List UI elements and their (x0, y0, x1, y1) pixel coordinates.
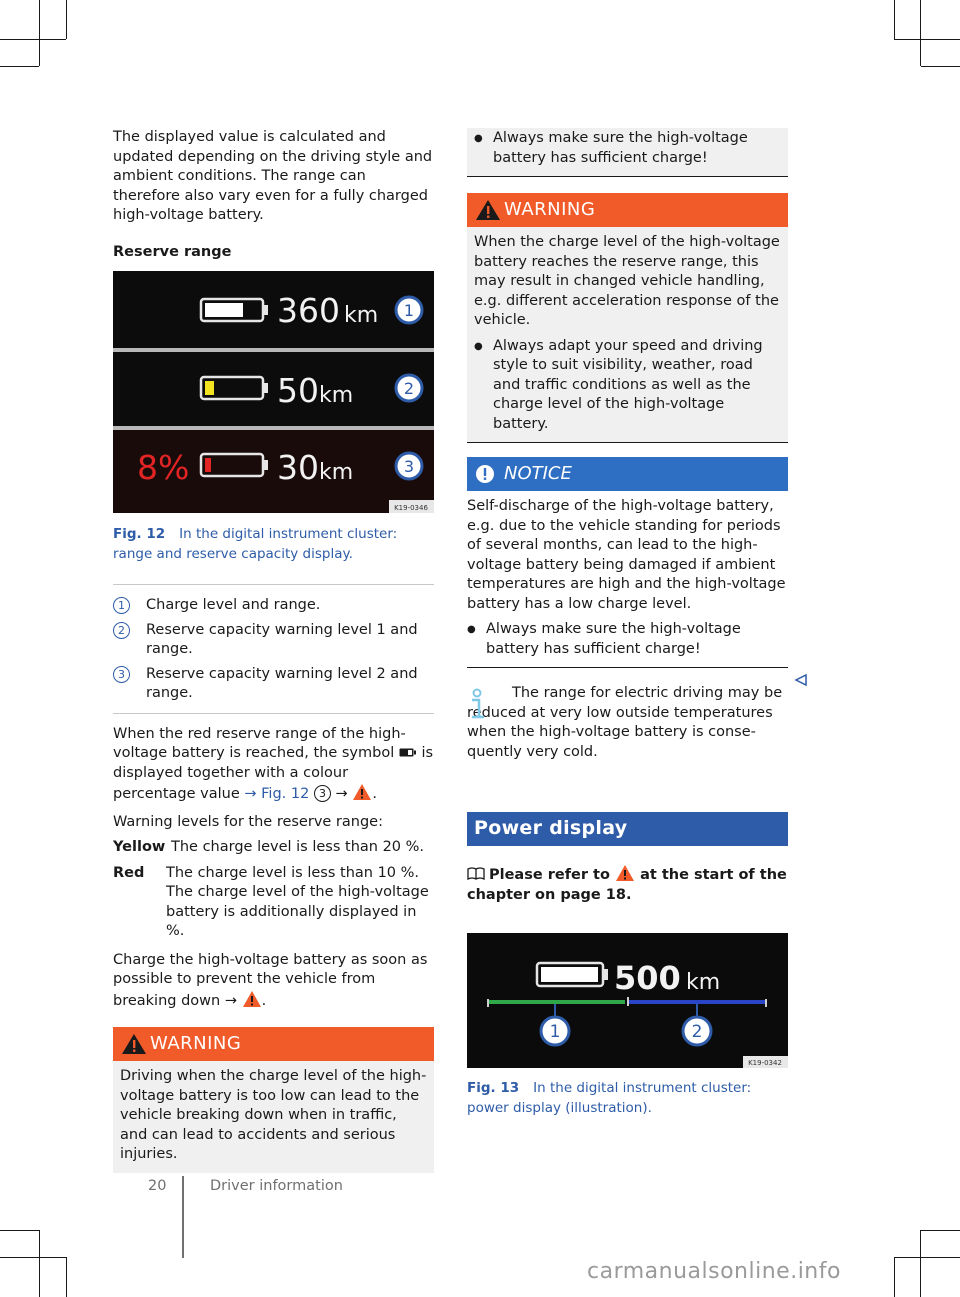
fig12-unit-3: km (319, 460, 354, 485)
warning-box-right (467, 193, 788, 443)
fig13-range: 500 (614, 959, 681, 997)
fig13-badge-2: 2 (691, 1022, 703, 1042)
fig12-range-1: 360 (277, 291, 340, 330)
warning-levels-intro: Warning levels for the reserve range: (113, 813, 383, 830)
warning-title: WARNING (150, 1033, 242, 1055)
arrow: → (244, 786, 257, 802)
fig12-caption (113, 525, 434, 564)
fig12-caption-text: In the digital instrument cluster: range and reserve capacity display. (113, 526, 398, 562)
warning-body (113, 1061, 434, 1173)
fig12-range-3: 30 (277, 448, 319, 487)
fig12-caption-number: Fig. 12 (113, 526, 166, 542)
intro-paragraph: The displayed value is calculated and updated depending on the driving style and ambient conditions. The range can therefore also vary even for a fully charged high-voltage battery. (113, 129, 433, 223)
warning-header (113, 1027, 434, 1061)
warning-title: WARNING (504, 199, 596, 221)
fig12-percent-3: 8% (137, 448, 190, 487)
charge-paragraph: Charge the high-voltage battery as soon as possible to prevent the vehicle from breaking down → . (113, 951, 428, 1009)
legend-item (113, 596, 434, 616)
warning-text: When the charge level of the high-voltage battery reaches the reserve range, this may result in changed vehicle handling, e.g. different acceleration response of the vehicle. (474, 234, 780, 328)
legend-number: 3 (113, 666, 130, 683)
notice-title: NOTICE (504, 463, 572, 485)
notice-box (467, 457, 788, 668)
yellow-level-row (113, 838, 434, 858)
bullet-item (474, 129, 781, 168)
notice-exclamation-icon (475, 464, 495, 484)
section-title: Power display (467, 812, 788, 846)
warning-header (467, 193, 788, 227)
legend-text: Charge level and range. (146, 597, 321, 613)
arrow: → (335, 786, 348, 802)
warning-box-left (113, 1027, 434, 1173)
legend-number: 2 (113, 622, 130, 639)
fig12-unit-2: km (319, 383, 354, 408)
bullet-text: Always adapt your speed and driving style to suit visibility, weather, road and traffic conditions as well as the charge level of the high-voltage battery. (493, 337, 763, 432)
legend-list (113, 596, 434, 704)
red-definition: The charge level is less than 10 %. The charge level of the high-voltage battery is additionally displayed in %. (166, 864, 429, 939)
notice-header (467, 457, 788, 491)
legend-item (113, 621, 434, 660)
info-icon (467, 688, 489, 722)
fig13-unit: km (686, 970, 721, 995)
fig12-code: K19-0346 (394, 504, 428, 512)
notice-text: Self-discharge of the high-voltage battery, e.g. due to the vehicle standing for periods of several months, can lead to the high-voltage battery being damaged if ambient temperatures are high and the high-voltage battery has a low charge level. (467, 498, 786, 612)
notice-body (467, 491, 788, 667)
legend-number: 1 (113, 597, 130, 614)
bullet-item (467, 620, 788, 659)
footer-divider (182, 1176, 184, 1258)
bullet-dot-icon: ● (474, 133, 483, 144)
warning-triangle-icon (242, 990, 262, 1008)
refer-text-part1: Please refer to (489, 867, 610, 883)
reserve-range-heading: Reserve range (113, 243, 232, 260)
fig13-image (467, 933, 788, 1068)
warning-body (467, 227, 788, 442)
warning-text: Driving when the charge level of the high-voltage battery is too low can lead to the vehicle breaking down when in traffic, and can lead to accidents and serious injuries. (120, 1068, 427, 1162)
fig12-badge-1: 1 (403, 301, 415, 320)
fig12-unit-1: km (344, 303, 379, 328)
reserve-paragraph-part1: When the red reserve range of the high-voltage battery is reached, the symbol (113, 725, 406, 761)
warning-triangle-icon (352, 783, 372, 801)
fig13-code: K19-0342 (748, 1059, 782, 1067)
legend-text: Reserve capacity warning level 1 and range. (146, 621, 418, 657)
refer-text-part2: at the start of the chapter on page 18. (467, 867, 787, 903)
red-level-row (113, 864, 434, 942)
fig12-range-2: 50 (277, 371, 319, 410)
fig13-caption-text: In the digital instrument cluster: power display (illustration). (467, 1080, 752, 1116)
book-icon (467, 867, 485, 880)
bullet-item (474, 337, 781, 435)
reserve-paragraph-part2: is displayed together with a colour percentage value (113, 745, 434, 802)
end-of-section-marker-icon (794, 673, 808, 687)
fig12-badge-2: 2 (403, 379, 415, 398)
red-term: Red (113, 864, 145, 881)
fig12-image (113, 271, 434, 513)
right-column (467, 128, 788, 1118)
watermark: carmanualsonline.info (587, 1259, 841, 1284)
info-text: The range for electric driving may be reduced at very low outside temperatures when the high-voltage battery is consequently very cold. (467, 685, 783, 760)
warning-triangle-icon (475, 199, 501, 221)
battery-symbol-icon (399, 748, 417, 757)
left-column (113, 128, 434, 1173)
yellow-definition: The charge level is less than 20 %. (171, 839, 425, 855)
refer-paragraph (467, 864, 788, 905)
bullet-dot-icon: ● (474, 340, 483, 352)
bullet-text: Always make sure the high-voltage battery has sufficient charge! (493, 130, 748, 166)
yellow-term: Yellow (113, 839, 166, 855)
fig13-caption (467, 1079, 788, 1118)
legend-text: Reserve capacity warning level 2 and range. (146, 665, 418, 701)
warning-triangle-icon (121, 1033, 147, 1055)
info-note (467, 684, 788, 762)
fig13-badge-1: 1 (549, 1022, 561, 1042)
fig13-caption-number: Fig. 13 (467, 1080, 520, 1096)
reserve-paragraph: When the red reserve range of the high-voltage battery is reached, the symbol is displayed together with a colour percentage value → Fig. 12 3 → . (113, 725, 434, 802)
arrow: → (224, 992, 237, 1009)
bullet-text: Always make sure the high-voltage battery has sufficient charge! (486, 621, 741, 657)
footer-section-title: Driver information (210, 1178, 343, 1194)
bullet-dot-icon: ● (467, 624, 476, 635)
fig12-badge-3: 3 (403, 457, 415, 476)
fig12-link[interactable]: Fig. 12 (261, 786, 310, 802)
ref-number: 3 (314, 785, 331, 802)
charge-paragraph-text: Charge the high-voltage battery as soon as possible to prevent the vehicle from breaking down (113, 951, 428, 1009)
continued-warning-box (467, 128, 788, 177)
page-number: 20 (148, 1178, 167, 1194)
warning-triangle-icon (615, 864, 635, 882)
legend-item (113, 665, 434, 704)
